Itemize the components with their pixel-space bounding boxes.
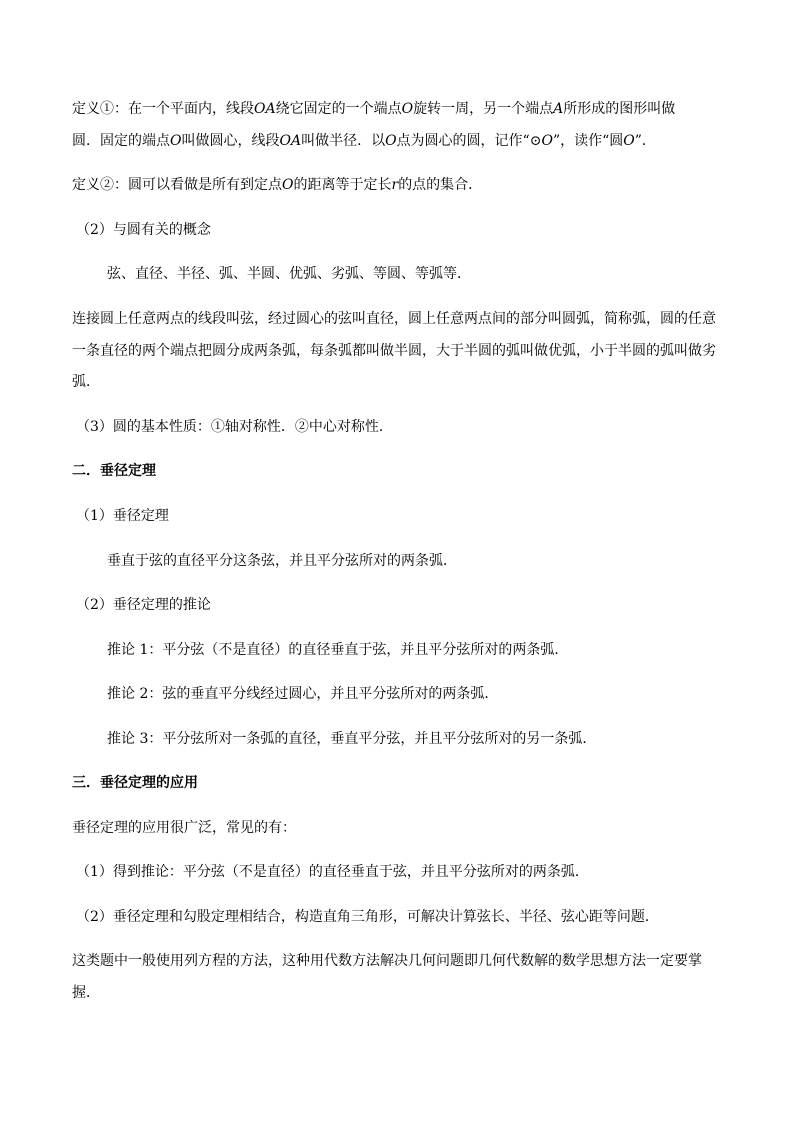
- application-2: （2）垂径定理和勾股定理相结合，构造直角三角形，可解决计算弦长、半径、弦心距等问题．: [76, 909, 659, 925]
- conclusion-line-1: 这类题中一般使用列方程的方法，这种用代数方法解决几何问题即几何代数解的数学思想方法一定要掌: [72, 953, 702, 969]
- text: 定义②：圆可以看做是所有到定点: [72, 177, 282, 193]
- var-o: O: [385, 133, 397, 149]
- corollary-heading: （2）垂径定理的推论: [76, 597, 211, 613]
- basic-properties: （3）圆的基本性质：①轴对称性．②中心对称性．: [76, 419, 393, 435]
- corollary-2: 推论 2：弦的垂直平分线经过圆心，并且平分弦所对的两条弧．: [107, 686, 499, 702]
- conclusion-line-2: 握．: [72, 985, 100, 1001]
- text: ”，读作“圆: [552, 133, 624, 149]
- var-a: A: [553, 101, 564, 117]
- text: 点为圆心的圆，记作“⊙: [396, 133, 542, 149]
- text: 叫做圆心，线段: [181, 133, 280, 149]
- var-o: O: [282, 177, 294, 193]
- corollary-1: 推论 1：平分弦（不是直径）的直径垂直于弦，并且平分弦所对的两条弧．: [107, 642, 569, 658]
- text: 叫做半径．以: [301, 133, 386, 149]
- var-o: O: [623, 133, 635, 149]
- concepts-list: 弦、直径、半径、弧、半圆、优弧、劣弧、等圆、等弧等．: [107, 266, 471, 282]
- text: 的距离等于定长: [293, 177, 392, 193]
- definition-1-line-1: [72, 94, 732, 125]
- chord-paragraph-line-3: 弧．: [72, 374, 100, 390]
- application-1: （1）得到推论：平分弦（不是直径）的直径垂直于弦，并且平分弦所对的两条弧．: [76, 864, 589, 880]
- var-oa: OA: [279, 133, 302, 149]
- application-intro: 垂径定理的应用很广泛，常见的有：: [72, 820, 296, 836]
- var-o: O: [541, 133, 553, 149]
- text: 旋转一周，另一个端点: [413, 101, 554, 117]
- theorem-text: 垂直于弦的直径平分这条弦，并且平分弦所对的两条弧．: [107, 553, 457, 569]
- chord-paragraph-line-2: 一条直径的两个端点把圆分成两条弧，每条弧都叫做半圆，大于半圆的弧叫做优弧，小于半圆的弧叫做劣: [72, 343, 716, 359]
- concepts-heading: （2）与圆有关的概念: [76, 222, 211, 238]
- chord-paragraph-line-1: 连接圆上任意两点的线段叫弦，经过圆心的弦叫直径，圆上任意两点间的部分叫圆弧，简称弧，圆的任意: [72, 311, 716, 327]
- definition-2: [72, 170, 732, 201]
- var-o: O: [170, 133, 182, 149]
- var-r: r: [391, 177, 399, 193]
- section-3-title: 三．垂径定理的应用: [72, 775, 198, 791]
- text: 定义①：在一个平面内，线段: [72, 101, 254, 117]
- section-2-title: 二．垂径定理: [72, 463, 156, 479]
- text: ”．: [634, 133, 656, 149]
- var-oa: OA: [254, 101, 276, 117]
- text: 的点的集合．: [398, 177, 483, 193]
- corollary-3: 推论 3：平分弦所对一条弧的直径，垂直平分弦，并且平分弦所对的另一条弧．: [107, 731, 597, 747]
- text: 绕它固定的一个端点: [275, 101, 402, 117]
- text: 圆．固定的端点: [72, 133, 170, 149]
- var-o: O: [401, 101, 414, 117]
- theorem-heading: （1）垂径定理: [76, 508, 169, 524]
- definition-1-line-2: [72, 126, 732, 157]
- text: 所形成的图形叫做: [563, 101, 676, 117]
